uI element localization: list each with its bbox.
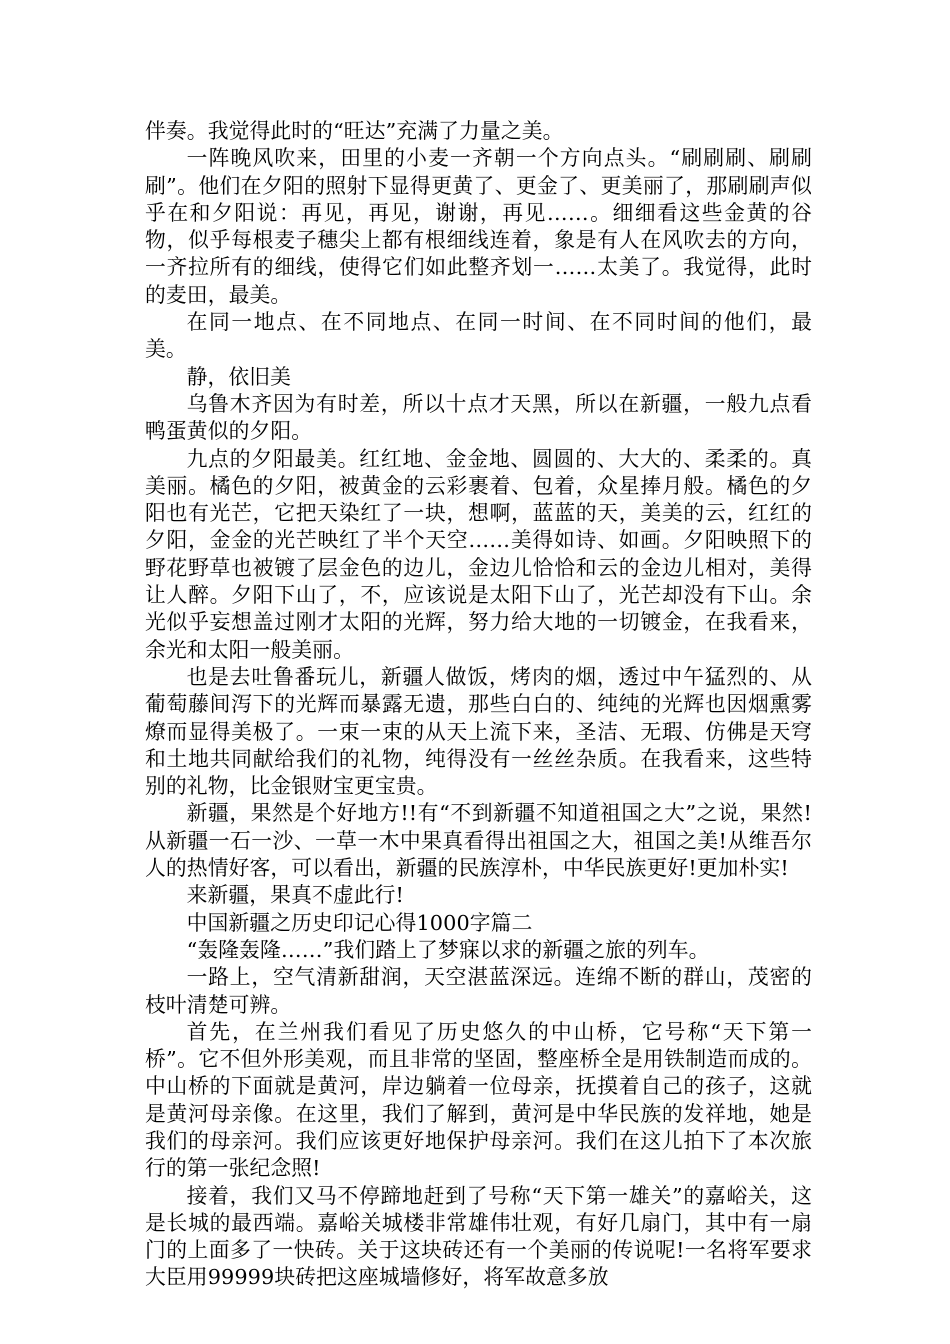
paragraph: 也是去吐鲁番玩儿，新疆人做饭，烤肉的烟，透过中午猛烈的、从葡萄藤间泻下的光辉而暴露无遗，那些白白的、纯纯的光辉也因烟熏雾燎而显得美极了。一束一束的从天上流下来，圣洁、无瑕、仿佛是天穹和土地共同献给我们的礼物，纯得没有一丝丝杂质。在我看来，这些特别的礼物，比金银财宝更宝贵。 [145,664,812,799]
paragraph: 接着，我们又马不停蹄地赶到了号称“天下第一雄关”的嘉峪关，这是长城的最西端。嘉峪关城楼非常雄伟壮观，有好几扇门，其中有一扇门的上面多了一快砖。关于这块砖还有一个美丽的传说呢!一名将军要求大臣用99999块砖把这座城墙修好，将军故意多放 [145,1183,812,1290]
section-heading: 中国新疆之历史印记心得1000字篇二 [186,910,533,935]
paragraph: 乌鲁木齐因为有时差，所以十点才天黑，所以在新疆，一般九点看鸭蛋黄似的夕阳。 [145,391,812,444]
paragraph: 一阵晚风吹来，田里的小麦一齐朝一个方向点头。“刷刷刷、刷刷刷”。他们在夕阳的照射下显得更黄了、更金了、更美丽了，那刷刷声似乎在和夕阳说：再见，再见，谢谢，再见……。细细看这些金黄的谷物，似乎每根麦子穗尖上都有根细线连着，象是有人在风吹去的方向，一齐拉所有的细线，使得它们如此整齐划一……太美了。我觉得，此时的麦田，最美。 [145,146,812,307]
paragraph: 伴奏。我觉得此时的“旺达”充满了力量之美。 [145,119,564,143]
document-body [145,118,812,1292]
section-heading: 静，依旧美 [186,364,292,389]
paragraph: “轰隆轰隆……”我们踏上了梦寐以求的新疆之旅的列车。 [186,937,710,962]
paragraph: 一路上，空气清新甜润，天空湛蓝深远。连绵不断的群山，茂密的枝叶清楚可辨。 [145,965,812,1017]
paragraph: 首先，在兰州我们看见了历史悠久的中山桥，它号称“天下第一桥”。它不但外形美观，而且非常的坚固，整座桥全是用铁制造而成的。中山桥的下面就是黄河，岸边躺着一位母亲，抚摸着自己的孩子，这就是黄河母亲像。在这里，我们了解到，黄河是中华民族的发祥地，她是我们的母亲河。我们应该更好地保护母亲河。我们在这儿拍下了本次旅行的第一张纪念照! [145,1019,812,1181]
paragraph: 九点的夕阳最美。红红地、金金地、圆圆的、大大的、柔柔的。真美丽。橘色的夕阳，被黄金的云彩裹着、包着，众星捧月般。橘色的夕阳也有光芒，它把天染红了一块，想啊，蓝蓝的天，美美的云，红红的夕阳，金金的光芒映红了半个天空……美得如诗、如画。夕阳映照下的野花野草也被镀了层金色的边儿，金边儿恰恰和云的金边儿相对，美得让人醉。夕阳下山了，不，应该说是太阳下山了，光芒却没有下山。余光似乎妄想盖过刚才太阳的光辉，努力给大地的一切镀金，在我看来，余光和太阳一般美丽。 [145,446,812,662]
paragraph: 新疆，果然是个好地方!!有“不到新疆不知道祖国之大”之说，果然!从新疆一石一沙、一草一木中果真看得出祖国之大，祖国之美!从维吾尔人的热情好客，可以看出，新疆的民族淳朴，中华民族更好!更加朴实! [145,801,812,881]
paragraph: 来新疆，果真不虚此行! [186,883,405,908]
paragraph: 在同一地点、在不同地点、在同一时间、在不同时间的他们，最美。 [145,310,812,362]
